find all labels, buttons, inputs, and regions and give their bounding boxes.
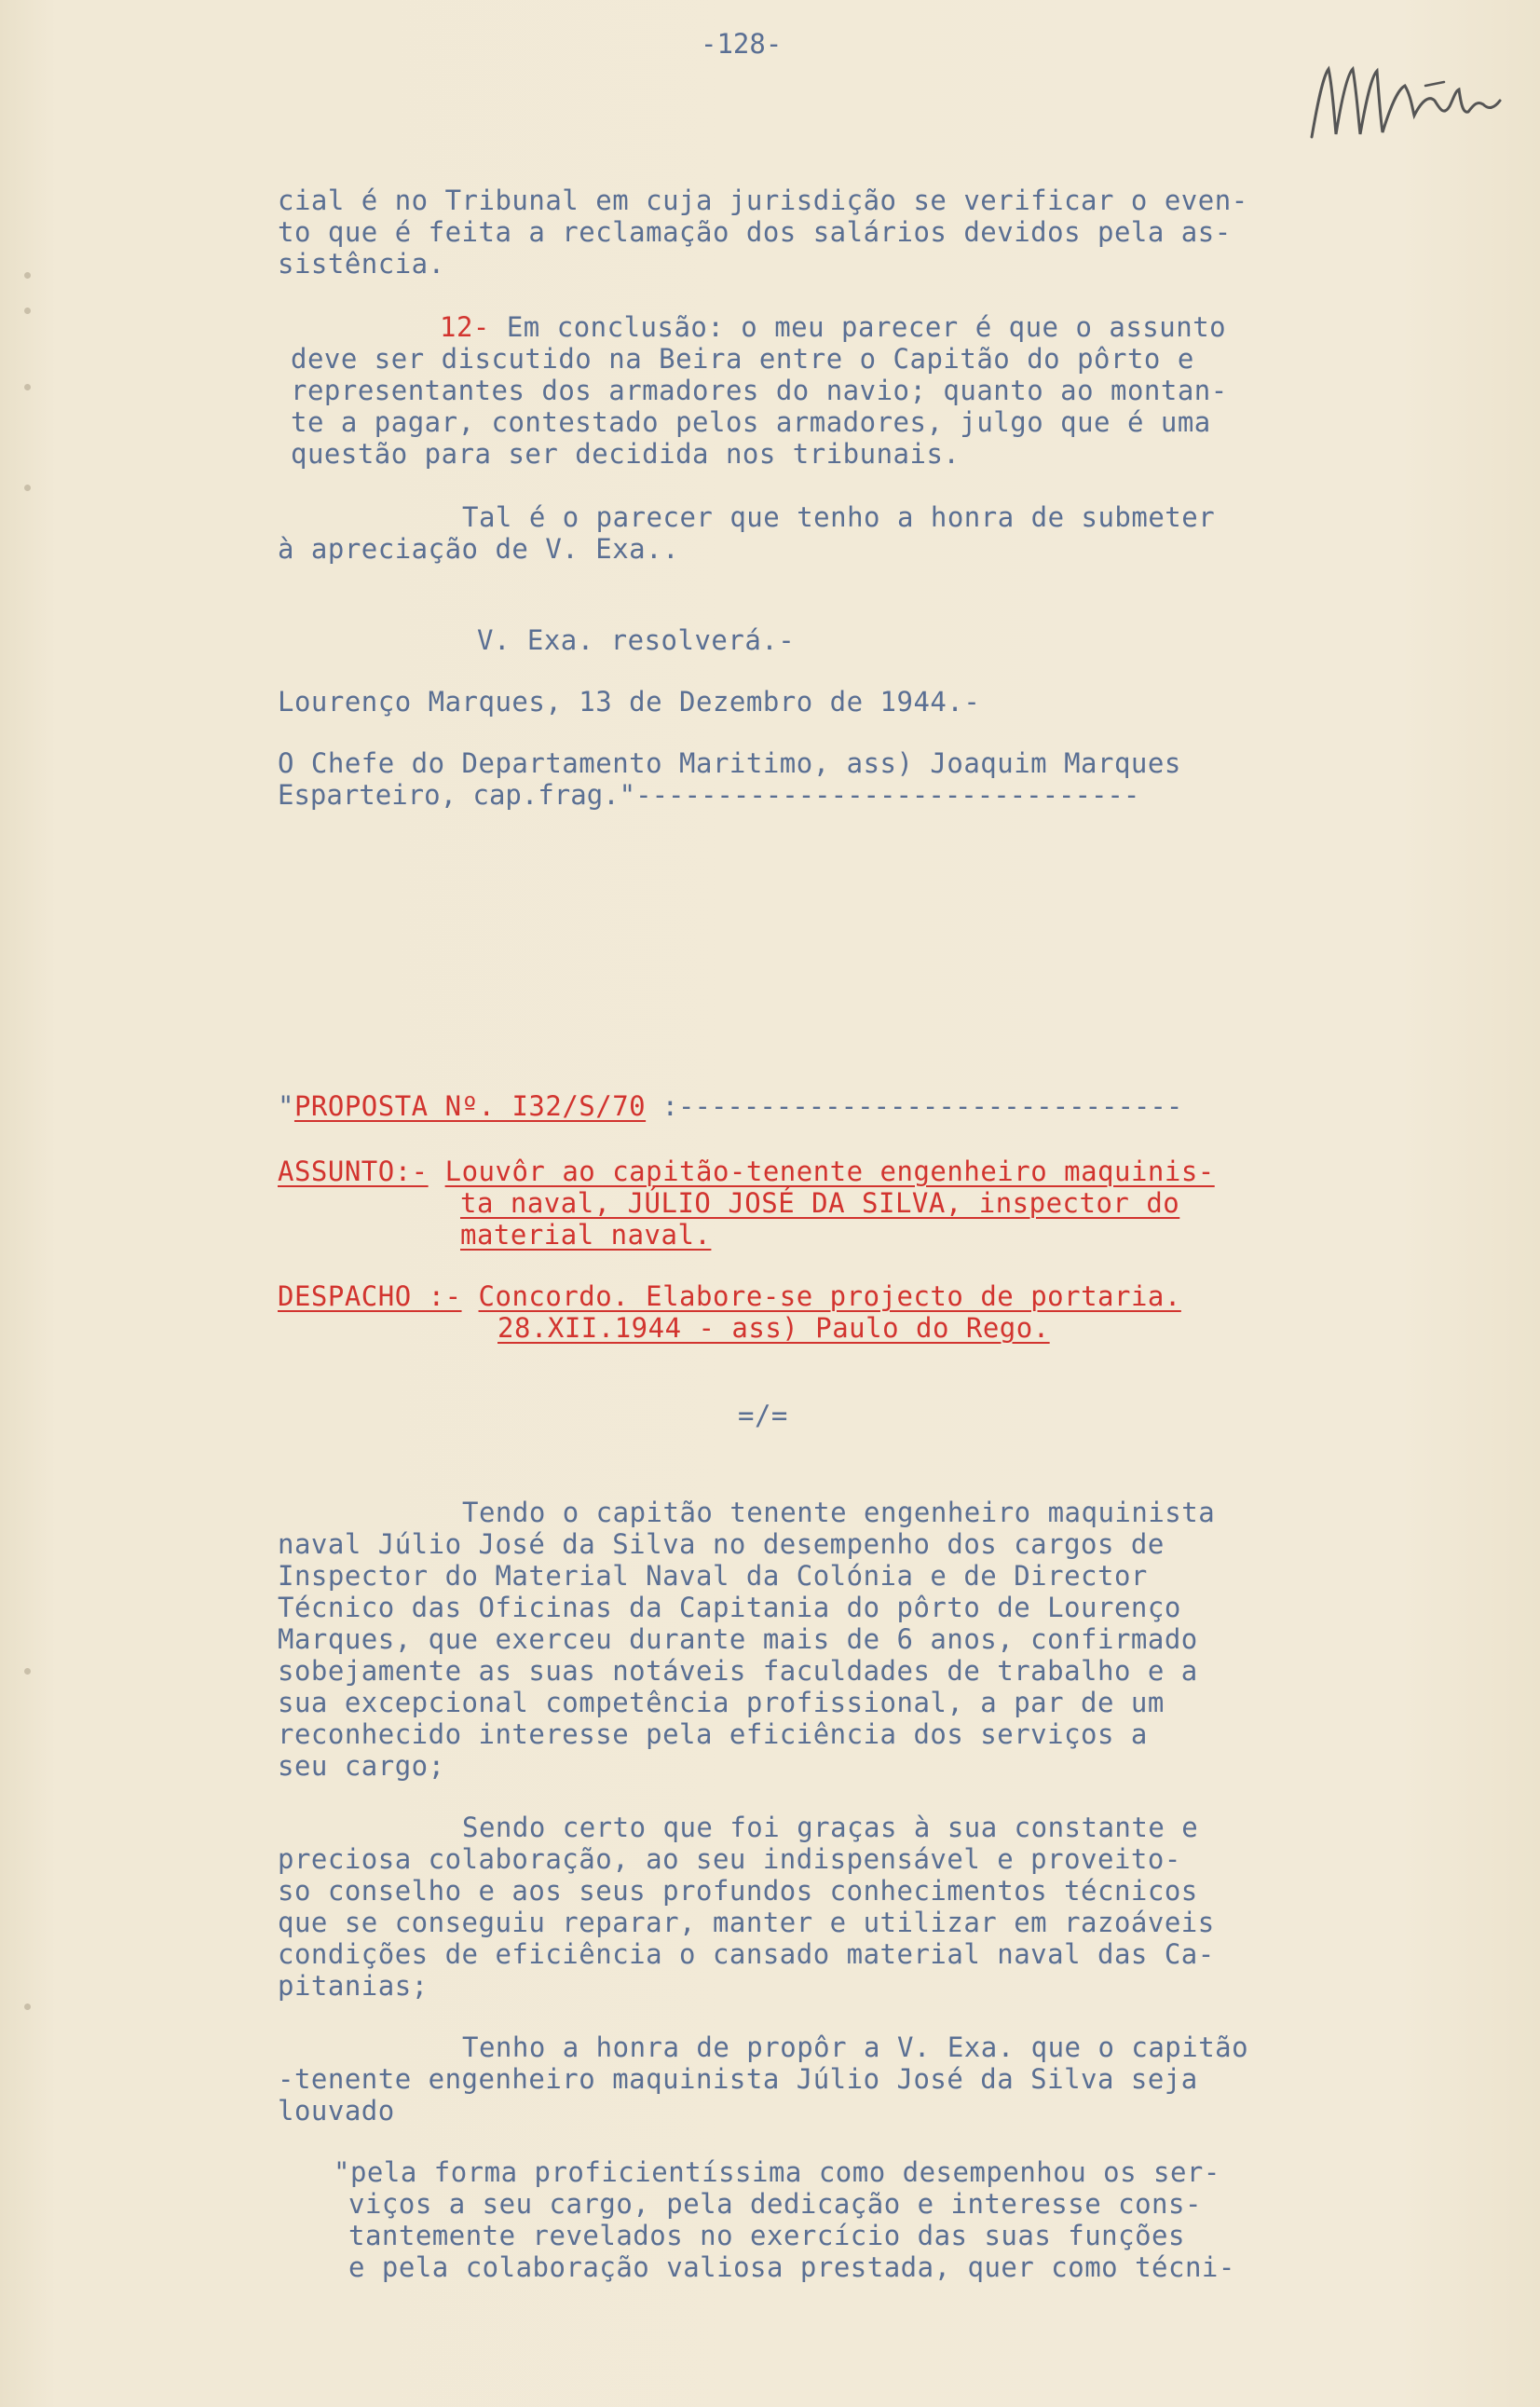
handwritten-signature: [1304, 48, 1509, 151]
place-date: Lourenço Marques, 13 de Dezembro de 1944.-: [278, 686, 981, 718]
punch-hole: [24, 1668, 31, 1675]
text-line: seu cargo;: [278, 1750, 445, 1782]
proposal-heading: [278, 1090, 1182, 1122]
paragraph-12-line: [440, 311, 1226, 343]
text-line: cial é no Tribunal em cuja jurisdição se verificar o even-: [278, 185, 1248, 216]
text-line: representantes dos armadores do navio; quanto ao montan-: [291, 375, 1228, 406]
text-line: so conselho e aos seus profundos conhecimentos técnicos: [278, 1875, 1198, 1907]
separator: =/=: [738, 1400, 788, 1431]
punch-hole: [24, 485, 31, 491]
quote-line: tantemente revelados no exercício das suas funções: [348, 2220, 1185, 2251]
proposal-number: PROPOSTA Nº. I32/S/70: [293, 1090, 647, 1122]
text-line: Inspector do Material Naval da Colónia e de Director: [278, 1560, 1148, 1592]
text-line: naval Júlio José da Silva no desempenho dos cargos de: [278, 1528, 1165, 1560]
despacho-text: 28.XII.1944 - ass) Paulo do Rego.: [497, 1312, 1050, 1344]
heading-dashes: :-------------------------------: [646, 1090, 1183, 1122]
text-line: sua excepcional competência profissional, a par de um: [278, 1687, 1165, 1718]
text-line: Técnico das Oficinas da Capitania do pôrto de Lourenço: [278, 1592, 1181, 1623]
assunto-text: Louvôr ao capitão-tenente engenheiro maquinis-: [444, 1156, 1215, 1187]
text-line: questão para ser decidida nos tribunais.: [291, 438, 961, 470]
text-line: te a pagar, contestado pelos armadores, julgo que é uma: [291, 406, 1211, 438]
text-line: que se conseguiu reparar, manter e utilizar em razoáveis: [278, 1907, 1215, 1938]
paragraph-number: 12-: [440, 311, 490, 343]
despacho-text: Concordo. Elabore-se projecto de portaria.: [478, 1280, 1181, 1312]
quote-mark: ": [278, 1090, 294, 1122]
text-line: reconhecido interesse pela eficiência dos serviços a: [278, 1718, 1148, 1750]
text-line: sobejamente as suas notáveis faculdades de trabalho e a: [278, 1655, 1198, 1687]
punch-hole: [24, 2004, 31, 2010]
text-line: Tendo o capitão tenente engenheiro maquinista: [462, 1497, 1216, 1528]
text-line: condições de eficiência o cansado material naval das Ca-: [278, 1938, 1215, 1970]
assunto-text: material naval.: [460, 1219, 712, 1251]
text-line: Sendo certo que foi graças à sua constante e: [462, 1812, 1199, 1843]
page-number: -128-: [701, 28, 783, 60]
assunto-text: ta naval, JÚLIO JOSÉ DA SILVA, inspector do: [460, 1187, 1180, 1219]
assunto-label: ASSUNTO:-: [278, 1156, 429, 1187]
punch-hole: [24, 308, 31, 314]
text-line: Marques, que exerceu durante mais de 6 anos, confirmado: [278, 1623, 1198, 1655]
text-line: Tenho a honra de propôr a V. Exa. que o capitão: [462, 2031, 1249, 2063]
punch-hole: [24, 272, 31, 279]
text-line: Em conclusão: o meu parecer é que o assunto: [489, 311, 1227, 343]
text-line: preciosa colaboração, ao seu indispensável e proveito-: [278, 1843, 1181, 1875]
text-line: deve ser discutido na Beira entre o Capitão do pôrto e: [291, 343, 1194, 375]
text-line: O Chefe do Departamento Maritimo, ass) Joaquim Marques: [278, 747, 1181, 779]
text-line: -tenente engenheiro maquinista Júlio José da Silva seja: [278, 2063, 1198, 2095]
quote-line: viços a seu cargo, pela dedicação e interesse cons-: [348, 2188, 1202, 2220]
text-line: à apreciação de V. Exa..: [278, 533, 680, 565]
text-line: sistência.: [278, 248, 445, 280]
assunto-line: [278, 1156, 1215, 1187]
text-line: Tal é o parecer que tenho a honra de submeter: [462, 501, 1216, 533]
text-line: Esparteiro, cap.frag."-------------------------------: [278, 779, 1140, 811]
despacho-line: [278, 1280, 1181, 1312]
despacho-label: DESPACHO :-: [278, 1280, 462, 1312]
text-line: pitanias;: [278, 1970, 429, 2002]
quote-line: e pela colaboração valiosa prestada, quer como técni-: [348, 2251, 1235, 2283]
text-line: louvado: [278, 2095, 395, 2127]
text-line: to que é feita a reclamação dos salários devidos pela as-: [278, 216, 1232, 248]
text-line: V. Exa. resolverá.-: [477, 624, 796, 656]
quote-line: "pela forma proficientíssima como desempenhou os ser-: [334, 2156, 1220, 2188]
punch-hole: [24, 384, 31, 390]
